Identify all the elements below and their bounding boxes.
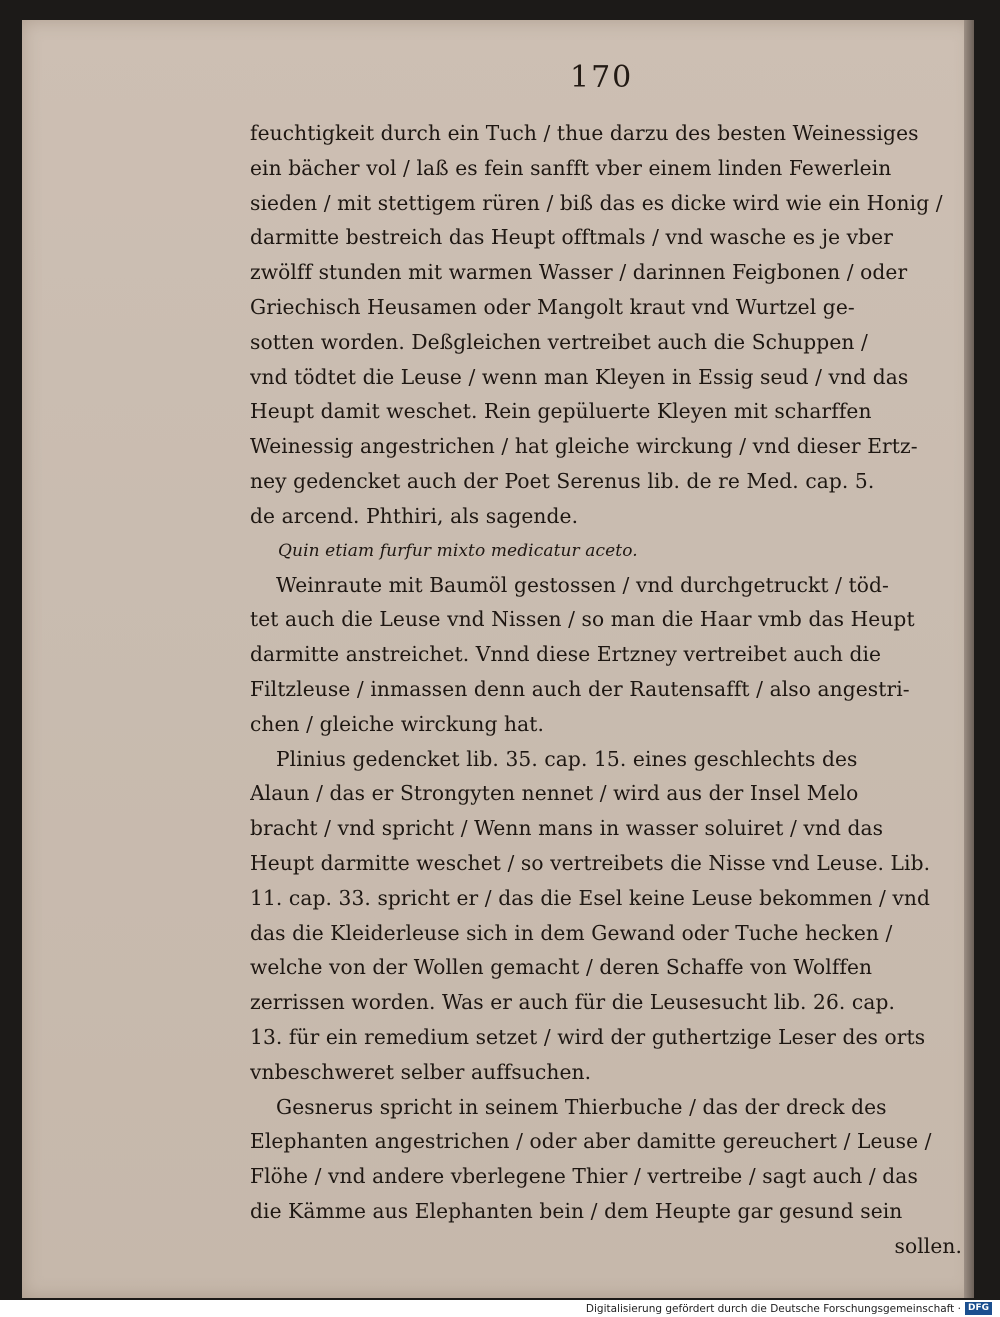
text-line: ney gedencket auch der Poet Serenus lib. de re Med. cap. 5. (250, 468, 875, 493)
page-number: 170 (570, 60, 634, 95)
dfg-logo: DFG (965, 1302, 992, 1315)
text-line: vnbeschweret selber auffsuchen. (250, 1059, 592, 1084)
text-line: Elephanten angestrichen / oder aber damitte gereuchert / Leuse / (250, 1129, 932, 1154)
text-line: Filtzleuse / inmassen denn auch der Rautensafft / also angestri- (250, 676, 910, 701)
text-line: Plinius gedencket lib. 35. cap. 15. eines geschlechts des (276, 746, 858, 771)
text-line: chen / gleiche wirckung hat. (250, 711, 544, 736)
text-line: Heupt darmitte weschet / so vertreibets die Nisse vnd Leuse. Lib. (250, 850, 931, 875)
text-line: die Kämme aus Elephanten bein / dem Heupte gar gesund sein (250, 1198, 903, 1223)
text-line: zwölff stunden mit warmen Wasser / darinnen Feigbonen / oder (250, 260, 908, 285)
text-line: Weinessig angestrichen / hat gleiche wirckung / vnd dieser Ertz- (250, 434, 918, 459)
text-line: Griechisch Heusamen oder Mangolt kraut vnd Wurtzel ge- (250, 294, 855, 319)
digitization-footer (0, 1300, 1000, 1317)
text-line: de arcend. Phthiri, als sagende. (250, 503, 579, 528)
text-line: Quin etiam furfur mixto medicatur aceto. (278, 540, 638, 561)
text-line: Heupt damit weschet. Rein gepüluerte Kleyen mit scharffen (250, 399, 872, 424)
page-body-text (250, 116, 962, 1264)
text-line: zerrissen worden. Was er auch für die Leusesucht lib. 26. cap. (250, 990, 896, 1015)
text-line: Gesnerus spricht in seinem Thierbuche / das der dreck des (276, 1094, 887, 1119)
text-line: Flöhe / vnd andere vberlegene Thier / vertreibe / sagt auch / das (250, 1164, 918, 1189)
text-line: darmitte bestreich das Heupt offtmals / vnd wasche es je vber (250, 225, 893, 250)
text-line: ein bächer vol / laß es fein sanfft vber einem linden Fewerlein (250, 155, 892, 180)
text-line: bracht / vnd spricht / Wenn mans in wasser soluiret / vnd das (250, 816, 884, 841)
text-line: tet auch die Leuse vnd Nissen / so man die Haar vmb das Heupt (250, 607, 915, 632)
footer-credit: Digitalisierung gefördert durch die Deutsche Forschungsgemeinschaft · (585, 1302, 961, 1315)
text-line: sotten worden. Deßgleichen vertreibet auch die Schuppen / (250, 329, 868, 354)
book-page (22, 20, 974, 1298)
text-line: welche von der Wollen gemacht / deren Schaffe von Wolffen (250, 955, 873, 980)
page-spine (964, 20, 974, 1298)
text-line: Alaun / das er Strongyten nennet / wird aus der Insel Melo (250, 781, 859, 806)
text-line: feuchtigkeit durch ein Tuch / thue darzu des besten Weinessiges (250, 121, 919, 145)
text-line: Weinraute mit Baumöl gestossen / vnd durchgetruckt / töd- (276, 572, 889, 597)
text-line: das die Kleiderleuse sich in dem Gewand oder Tuche hecken / (250, 920, 893, 945)
text-line: sollen. (894, 1233, 962, 1258)
text-line: sieden / mit stettigem rüren / biß das es dicke wird wie ein Honig / (250, 190, 943, 215)
text-line: darmitte anstreichet. Vnnd diese Ertzney vertreibet auch die (250, 642, 882, 667)
text-line: 11. cap. 33. spricht er / das die Esel keine Leuse bekommen / vnd (250, 885, 931, 910)
text-line: vnd tödtet die Leuse / wenn man Kleyen in Essig seud / vnd das (250, 364, 909, 389)
text-line: 13. für ein remedium setzet / wird der guthertzige Leser des orts (250, 1024, 926, 1049)
